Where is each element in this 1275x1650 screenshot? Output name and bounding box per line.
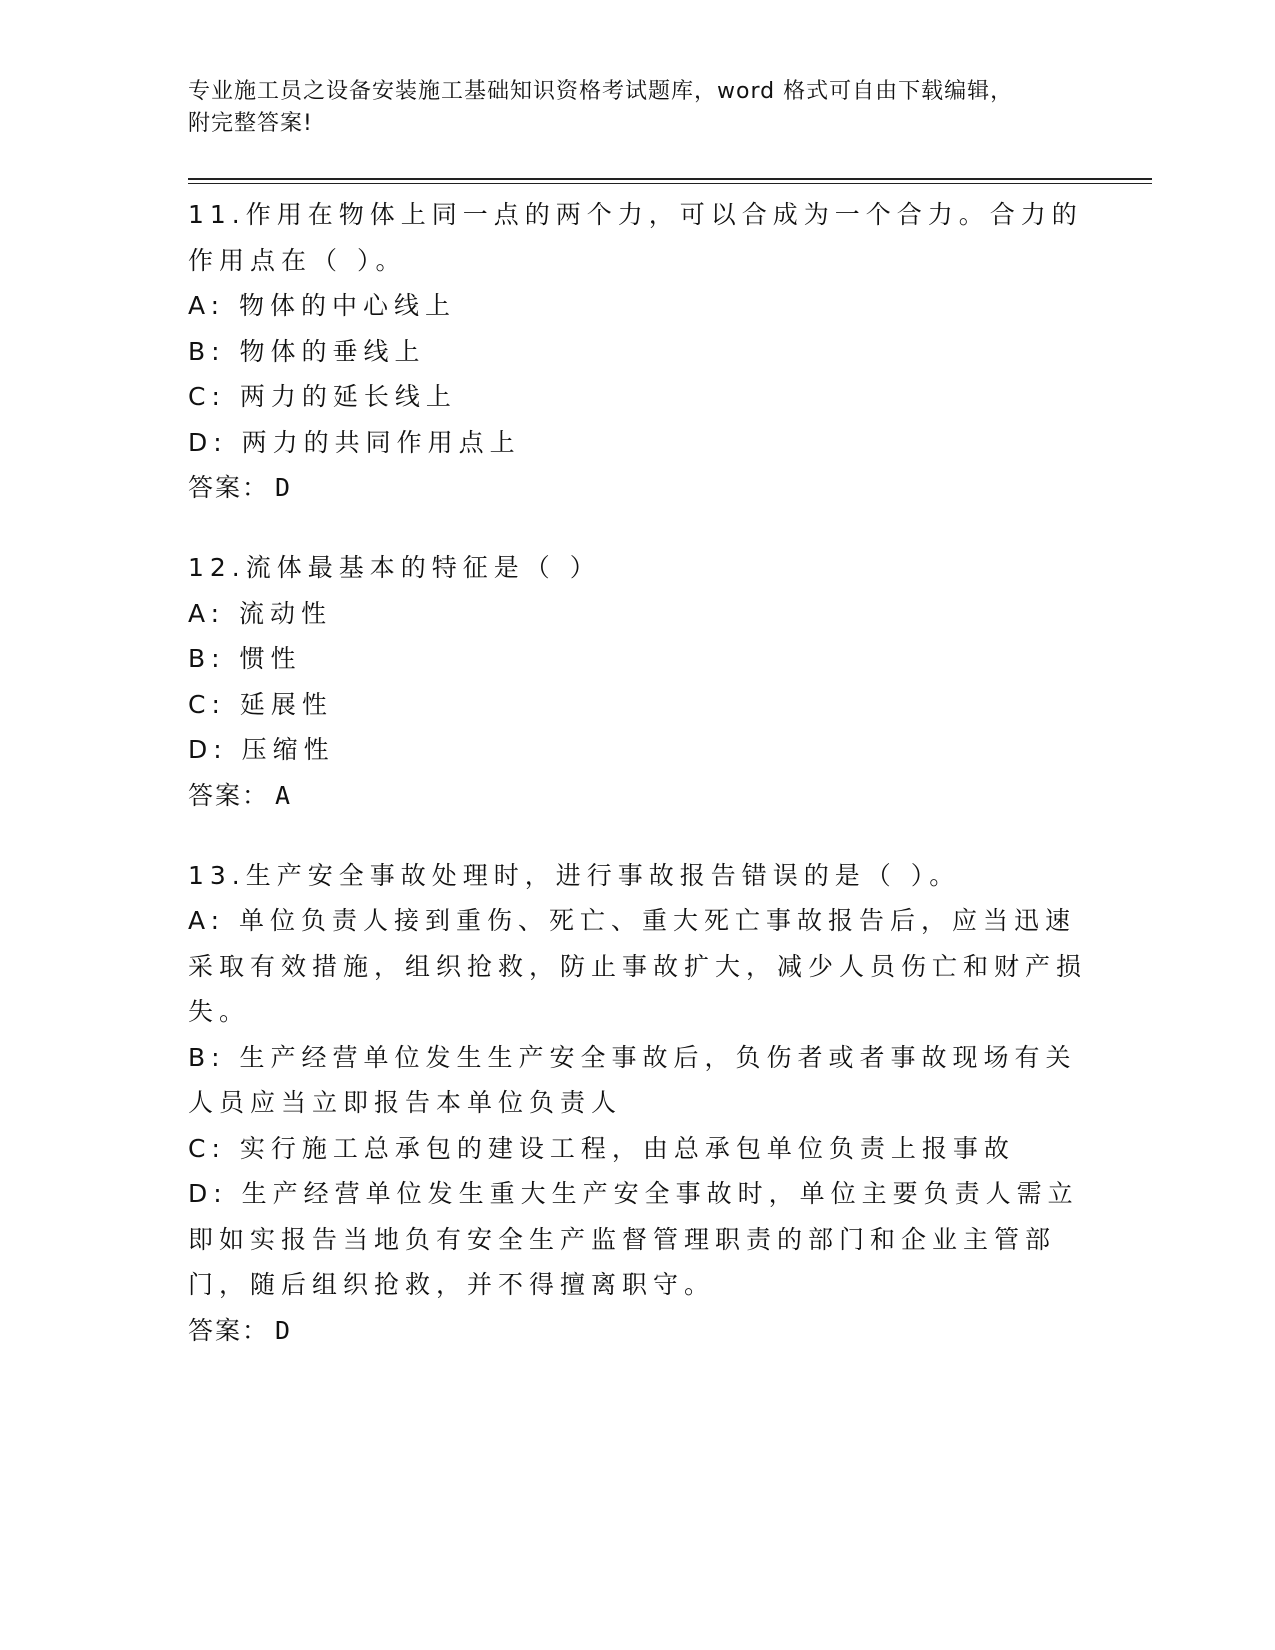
header-divider-thin xyxy=(188,183,1152,184)
option-d: D: 压缩性 xyxy=(188,735,335,764)
question-text: 13.生产安全事故处理时，进行事故报告错误的是（ ）。 xyxy=(188,860,961,890)
question-text: 11.作用在物体上同一点的两个力，可以合成为一个合力。合力的作用点在（ ）。 xyxy=(188,200,1083,275)
answer-line xyxy=(188,773,1088,819)
option-d: D: 生产经营单位发生重大生产安全事故时，单位主要负责人需立即如实报告当地负有安全生产监督管理职责的部门和企业主管部门，随后组织抢救，并不得擅离职守。 xyxy=(188,1179,1079,1299)
option-a: A: 单位负责人接到重伤、死亡、重大死亡事故报告后，应当迅速采取有效措施，组织抢救，防止事故扩大，减少人员伤亡和财产损失。 xyxy=(188,906,1088,1026)
answer-label: 答案： xyxy=(188,780,270,810)
question-list xyxy=(188,192,1088,1388)
option-c: C: 实行施工总承包的建设工程，由总承包单位负责上报事故 xyxy=(188,1133,1015,1163)
option-b: B: 物体的垂线上 xyxy=(188,336,426,366)
document-header xyxy=(188,76,1088,140)
question-item xyxy=(188,853,1088,1354)
option-a: A: 物体的中心线上 xyxy=(188,291,457,320)
option-a: A: 流动性 xyxy=(188,598,333,628)
question-item xyxy=(188,192,1088,511)
header-divider-thick xyxy=(188,178,1152,180)
question-item xyxy=(188,545,1088,819)
answer-value: D xyxy=(275,1315,293,1345)
header-line-1: 专业施工员之设备安装施工基础知识资格考试题库，word 格式可自由下载编辑， xyxy=(188,79,1014,104)
answer-label: 答案： xyxy=(188,473,270,502)
option-c: C: 两力的延长线上 xyxy=(188,382,457,411)
option-b: B: 惯性 xyxy=(188,644,302,673)
answer-line xyxy=(188,1308,1088,1354)
question-text: 12.流体最基本的特征是（ ） xyxy=(188,553,601,582)
answer-value: A xyxy=(275,780,293,810)
answer-value: D xyxy=(275,473,293,502)
answer-line xyxy=(188,465,1088,511)
option-c: C: 延展性 xyxy=(188,689,333,719)
answer-label: 答案： xyxy=(188,1315,270,1345)
header-line-2: 附完整答案! xyxy=(188,111,313,136)
option-b: B: 生产经营单位发生生产安全事故后，负伤者或者事故现场有关人员应当立即报告本单位负责人 xyxy=(188,1042,1077,1117)
option-d: D: 两力的共同作用点上 xyxy=(188,427,521,457)
